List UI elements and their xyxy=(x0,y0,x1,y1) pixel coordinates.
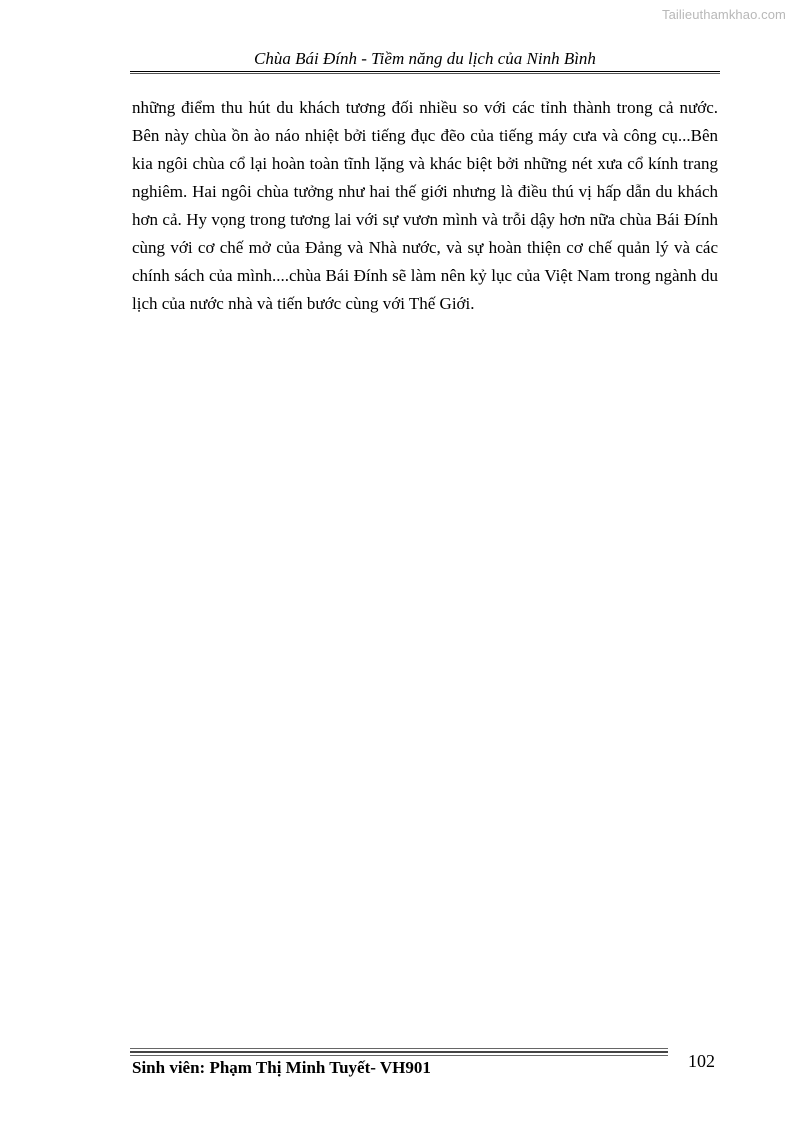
header-divider xyxy=(130,71,720,72)
footer-divider-bottom xyxy=(130,1055,668,1056)
footer-divider-middle xyxy=(130,1051,668,1053)
page-number: 102 xyxy=(688,1051,715,1071)
footer-divider-top xyxy=(130,1048,668,1049)
footer-student-name: Sinh viên: Phạm Thị Minh Tuyết- VH901 xyxy=(132,1058,431,1077)
header-divider-secondary xyxy=(130,73,720,74)
page-header-title: Chùa Bái Đính - Tiềm năng du lịch của Ninh Bình xyxy=(254,49,596,68)
watermark-text: Tailieuthamkhao.com xyxy=(661,7,786,22)
body-paragraph: những điểm thu hút du khách tương đối nhiều so với các tỉnh thành trong cả nước. Bên này chùa ồn ào náo nhiệt bởi tiếng đục đẽo của tiếng máy cưa và công cụ...Bên kia ngôi chùa cổ lại hoàn toàn tĩnh lặng và khác biệt bởi những nét xưa cổ kính trang nghiêm. Hai ngôi chùa tưởng như hai thế giới nhưng là điều thú vị hấp dẫn du khách hơn cả. Hy vọng trong tương lai với sự vươn mình và trỗi dậy hơn nữa chùa Bái Đính cùng với cơ chế mở của Đảng và Nhà nước, và sự hoàn thiện cơ chế quản lý và các chính sách của mình....chùa Bái Đính sẽ làm nên kỷ lục của Việt Nam trong ngành du lịch của nước nhà và tiến bước cùng với Thế Giới. xyxy=(132,98,718,313)
